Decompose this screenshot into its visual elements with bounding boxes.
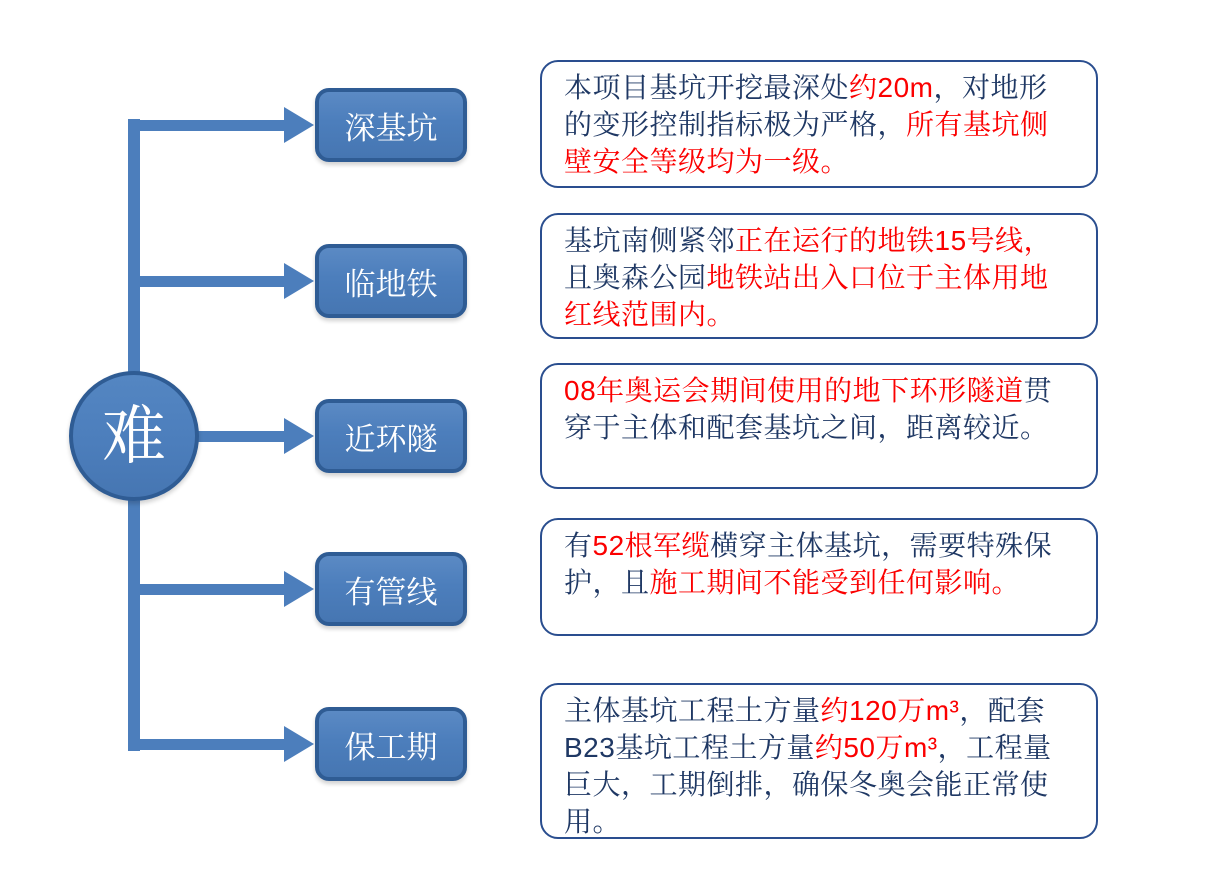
hub-label: 难: [102, 400, 166, 472]
category-pill-near-ring-tunnel: [315, 399, 467, 473]
description-text-segment: 正在运行的地铁15号线，: [735, 225, 1053, 256]
description-text-segment: 约50万m³: [814, 732, 938, 763]
description-text-segment: 基坑南侧紧邻: [564, 225, 736, 256]
category-pill-deep-pit: [315, 88, 467, 162]
description-text-segment: ，对地形的变形控制指标极为严格，: [564, 72, 1048, 140]
category-pill-pipelines: [315, 552, 467, 626]
arrow-head-icon: [284, 263, 314, 299]
category-label: 临地铁: [344, 266, 438, 302]
hub-circle: [69, 371, 199, 501]
description-box-pipelines: [540, 518, 1098, 636]
description-box-schedule: [540, 683, 1098, 839]
description-text-segment: ，配套B23基坑工程土方量: [564, 695, 1045, 763]
description-box-near-ring-tunnel: [540, 363, 1098, 489]
description-text-segment: 有: [564, 530, 593, 561]
description-text-segment: 横穿主体基坑，需要特殊保护，且: [564, 530, 1053, 598]
description-text-segment: 约120万m³: [820, 695, 960, 726]
arrow-shaft: [128, 584, 284, 595]
description-box-near-metro: [540, 213, 1098, 339]
description-text-segment: 施工期间不能受到任何影响。: [649, 567, 1021, 598]
arrow-head-icon: [284, 726, 314, 762]
arrow-shaft: [128, 739, 284, 750]
arrow-shaft: [128, 120, 284, 131]
category-pill-near-metro: [315, 244, 467, 318]
category-label: 有管线: [344, 574, 438, 610]
arrow-head-icon: [284, 107, 314, 143]
description-box-deep-pit: [540, 60, 1098, 188]
arrow-shaft: [128, 276, 284, 287]
description-text-segment: 08年奥运会期间使用的地下环形隧道: [564, 375, 1024, 406]
arrow-head-icon: [284, 418, 314, 454]
category-label: 深基坑: [344, 110, 438, 146]
description-text-segment: ，工程量巨大，工期倒排，确保冬奥会能正常使用。: [564, 732, 1052, 837]
description-text-segment: 约20m: [849, 72, 934, 103]
description-text-segment: 52根军缆: [592, 530, 711, 561]
category-pill-schedule: [315, 707, 467, 781]
description-text-segment: 且奥森公园: [564, 262, 707, 293]
description-text-segment: 所有基坑侧壁安全等级均为一级。: [564, 109, 1049, 177]
category-label: 保工期: [344, 729, 438, 765]
description-text-segment: 本项目基坑开挖最深处: [564, 72, 850, 103]
description-text-segment: 地铁站出入口位于主体用地红线范围内。: [564, 262, 1049, 330]
description-text-segment: 主体基坑工程土方量: [564, 695, 821, 726]
arrow-head-icon: [284, 571, 314, 607]
description-text-segment: 贯穿于主体和配套基坑之间，距离较近。: [564, 375, 1053, 443]
category-label: 近环隧: [344, 421, 438, 457]
